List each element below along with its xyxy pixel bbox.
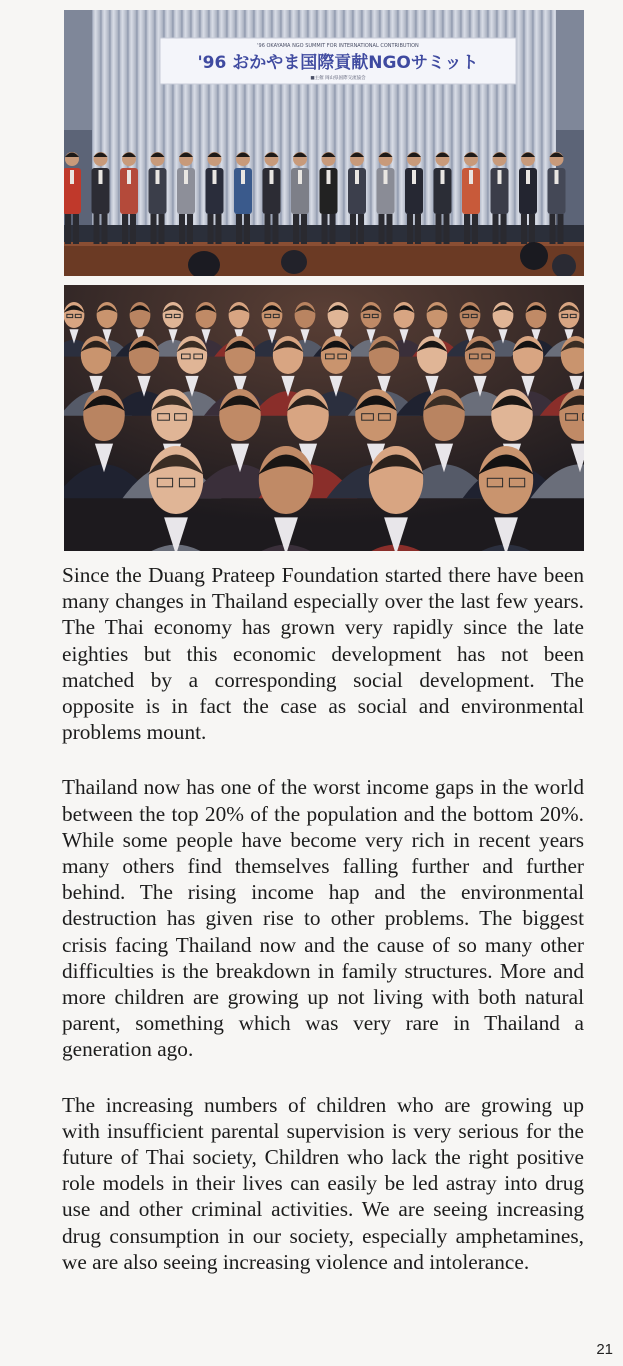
stage-photo-image bbox=[64, 10, 584, 276]
audience-photo-image bbox=[64, 285, 584, 551]
audience-photo bbox=[64, 285, 584, 551]
article-body bbox=[62, 562, 584, 1304]
stage-photo bbox=[64, 10, 584, 276]
article-paragraph: Since the Duang Prateep Foundation started there have been many changes in Thailand especially over the last few years. The Thai economy has grown very rapidly since the late eighties but this economic development has not been matched by a corresponding social development. The opposite is in fact the case as social and environmental problems mount. bbox=[62, 563, 584, 745]
page-number: 21 bbox=[596, 1341, 613, 1358]
banner-main-text: '96 おかやま国際貢献NGOサミット bbox=[197, 53, 479, 73]
article-paragraph: The increasing numbers of children who are growing up with insufficient parental supervision is very serious for the future of Thai society, Children who lack the right positive role models in their lives can easily be led astray into drug use and other criminal activities. We are seeing increasing drug consumption in our society, especially amphetamines, we are also seeing increasing violence and intolerance. bbox=[62, 1092, 584, 1274]
banner-sub-text: ■主催 岡山県国際交流協会 bbox=[310, 76, 366, 81]
article-paragraph: Thailand now has one of the worst income gaps in the world between the top 20% of the population and the bottom 20%. While some people have become very rich in recent years many others find themselves falling further and further behind. The rising income hap and the environmental destruction has given rise to other problems. The biggest crisis facing Thailand now and the cause of so many other difficulties is the breakdown in family structures. More and more children are growing up not living with both natural parent, something which was very rare in Thailand a generation ago. bbox=[62, 775, 584, 1062]
banner-small-text: '96 OKAYAMA NGO SUMMIT FOR INTERNATIONAL CONTRIBUTION bbox=[257, 43, 419, 49]
